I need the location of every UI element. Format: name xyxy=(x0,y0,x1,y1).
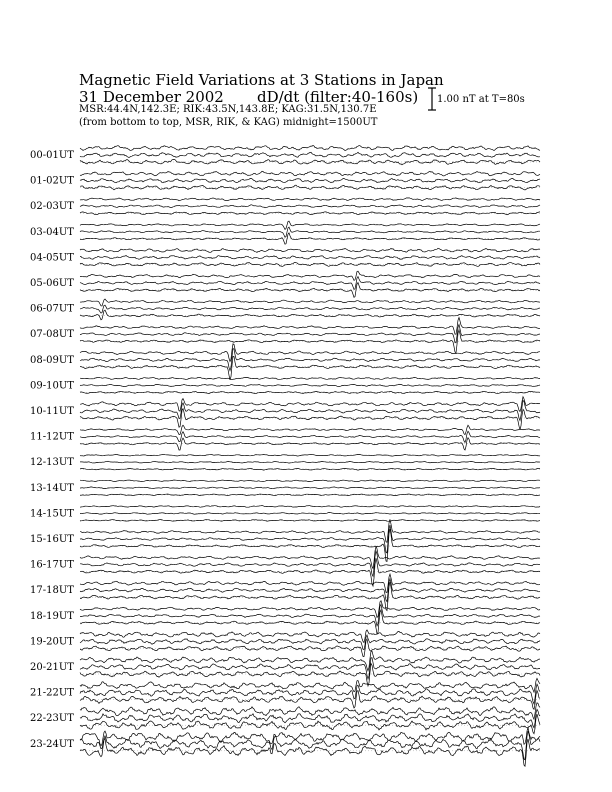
hour-row-08-09UT xyxy=(30,344,540,380)
hour-row-04-05UT xyxy=(30,248,540,266)
hour-row-label: 02-03UT xyxy=(30,201,74,213)
hour-row-label: 18-19UT xyxy=(30,610,74,622)
hour-row-12-13UT xyxy=(30,454,540,470)
station-order-note: (from bottom to top, MSR, RIK, & KAG) midnight=1500UT xyxy=(79,117,378,128)
trace-rik xyxy=(80,205,540,208)
trace-rik xyxy=(80,525,540,553)
hour-row-16-17UT xyxy=(30,547,540,587)
trace-rik xyxy=(80,658,540,679)
trace-rik xyxy=(80,513,540,515)
hour-row-07-08UT xyxy=(30,318,540,353)
trace-kag xyxy=(80,480,540,482)
trace-kag xyxy=(80,377,540,379)
hour-row-label: 20-21UT xyxy=(30,662,74,673)
hour-row-20-21UT xyxy=(30,651,540,686)
hour-row-19-20UT xyxy=(30,630,540,657)
trace-msr xyxy=(80,739,540,767)
trace-kag xyxy=(80,318,540,335)
trace-msr xyxy=(80,520,540,522)
trace-kag xyxy=(80,574,540,592)
hour-row-label: 10-11UT xyxy=(30,406,74,417)
hour-row-00-01UT xyxy=(30,145,540,164)
hour-row-18-19UT xyxy=(30,601,540,634)
chart-quantity: dD/dt (filter:40-160s) xyxy=(257,88,419,106)
hour-row-label: 22-23UT xyxy=(30,713,74,725)
hour-row-label: 21-22UT xyxy=(30,687,74,699)
hour-row-02-03UT xyxy=(30,198,540,215)
hour-row-label: 08-09UT xyxy=(30,354,74,366)
hour-row-label: 04-05UT xyxy=(30,252,74,264)
hour-row-label: 01-02UT xyxy=(30,175,74,187)
hour-row-23-24UT xyxy=(30,728,540,767)
trace-rik xyxy=(80,227,540,237)
hour-row-15-16UT xyxy=(30,519,540,561)
hour-row-label: 00-01UT xyxy=(30,150,74,161)
trace-kag xyxy=(80,425,540,434)
trace-kag xyxy=(80,678,540,692)
trace-kag xyxy=(80,271,540,280)
hour-row-label: 17-18UT xyxy=(30,585,74,597)
hour-row-label: 09-10UT xyxy=(30,380,74,392)
hour-row-11-12UT xyxy=(30,425,540,450)
hour-row-14-15UT xyxy=(30,506,540,522)
hour-row-label: 12-13UT xyxy=(30,457,74,469)
hour-row-label: 23-24UT xyxy=(30,738,74,750)
trace-msr xyxy=(80,494,540,496)
hour-row-03-04UT xyxy=(30,221,540,244)
hour-row-label: 16-17UT xyxy=(30,559,74,571)
trace-msr xyxy=(80,468,540,470)
trace-rik xyxy=(80,461,540,463)
trace-rik xyxy=(80,635,540,650)
trace-msr xyxy=(80,714,540,734)
station-coordinates: MSR:44.4N,142.3E; RIK:43.5N,143.8E; KAG:31.5N,130.7E xyxy=(79,104,377,115)
trace-rik xyxy=(80,305,540,313)
trace-kag xyxy=(80,506,540,508)
hour-row-label: 03-04UT xyxy=(30,226,74,238)
trace-msr xyxy=(80,582,540,611)
trace-kag xyxy=(80,651,540,671)
hour-row-label: 14-15UT xyxy=(30,508,74,520)
hour-row-label: 07-08UT xyxy=(30,329,74,341)
trace-rik xyxy=(80,431,540,442)
trace-msr xyxy=(80,610,540,634)
hour-row-06-07UT xyxy=(30,299,540,320)
trace-kag xyxy=(80,299,540,306)
trace-msr xyxy=(80,330,540,353)
trace-rik xyxy=(80,487,540,489)
hour-row-label: 13-14UT xyxy=(30,482,74,494)
scale-bar-label: 1.00 nT at T=80s xyxy=(437,94,525,105)
hour-row-10-11UT xyxy=(30,397,540,430)
hour-row-21-22UT xyxy=(30,678,540,709)
chart-title: Magnetic Field Variations at 3 Stations in Japan xyxy=(79,71,444,89)
trace-kag xyxy=(80,145,540,150)
hour-row-label: 05-06UT xyxy=(30,278,74,289)
hour-row-label: 19-20UT xyxy=(30,636,74,648)
trace-kag xyxy=(80,171,540,176)
hour-row-05-06UT xyxy=(30,271,540,297)
trace-msr xyxy=(80,438,540,450)
trace-kag xyxy=(80,221,540,229)
trace-msr xyxy=(80,159,540,164)
hour-row-09-10UT xyxy=(30,377,540,393)
hour-row-17-18UT xyxy=(30,574,540,611)
hour-row-label: 11-12UT xyxy=(30,431,74,443)
trace-kag xyxy=(80,344,540,362)
scale-bar xyxy=(428,88,436,110)
chart-date: 31 December 2002 xyxy=(79,88,224,106)
hour-row-01-02UT xyxy=(30,171,540,190)
trace-kag xyxy=(80,198,540,201)
trace-rik xyxy=(80,277,540,290)
trace-rik xyxy=(80,255,540,259)
trace-kag xyxy=(80,248,540,252)
hour-row-22-23UT xyxy=(30,703,540,734)
trace-msr xyxy=(80,212,540,215)
trace-kag xyxy=(80,728,540,746)
trace-msr xyxy=(80,233,540,244)
trace-msr xyxy=(80,310,540,320)
trace-rik xyxy=(80,178,540,182)
trace-kag xyxy=(80,454,540,456)
hour-row-label: 06-07UT xyxy=(30,303,74,315)
hour-row-13-14UT xyxy=(30,480,540,496)
hour-row-label: 15-16UT xyxy=(30,534,74,545)
trace-rik xyxy=(80,384,540,386)
trace-rik xyxy=(80,152,540,157)
